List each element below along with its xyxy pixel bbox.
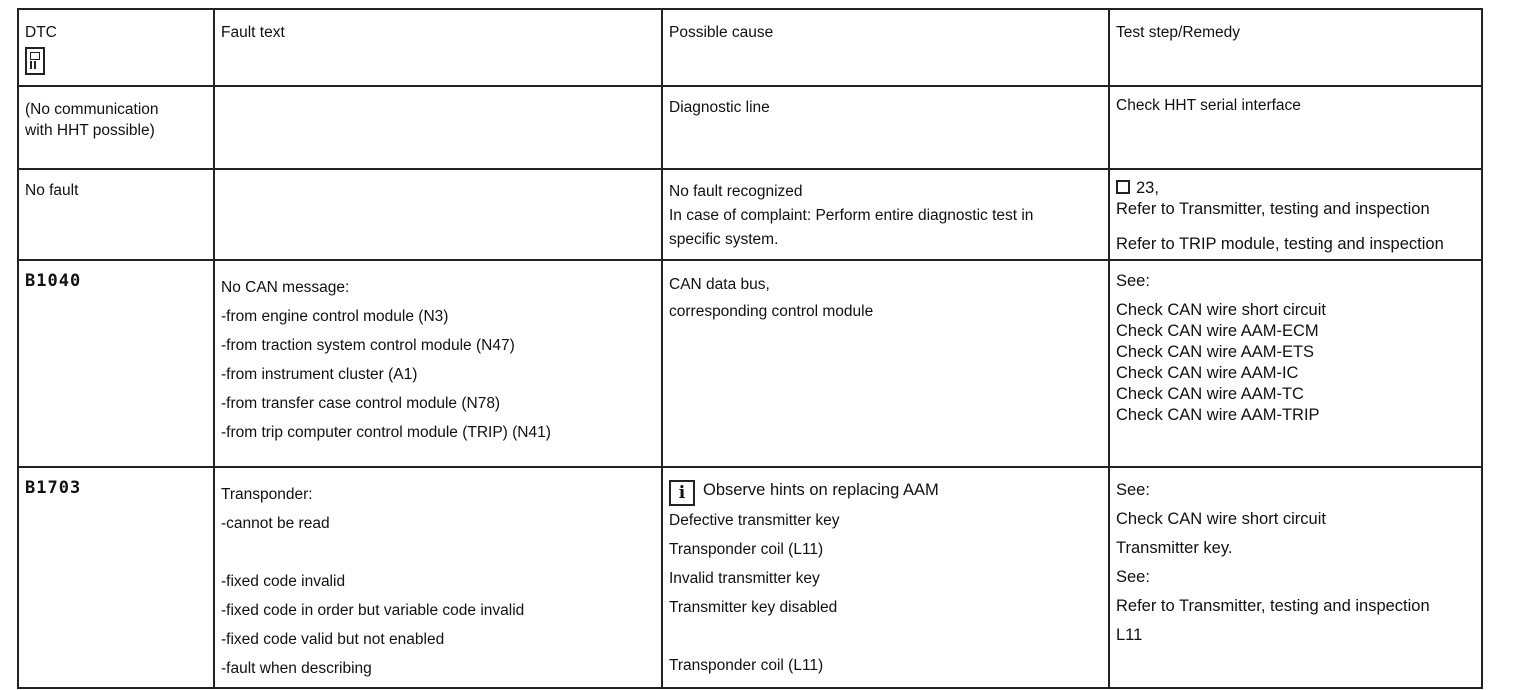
remedy-ref: 23,: [1116, 178, 1475, 199]
fault-cell: [214, 169, 662, 260]
remedy-cell: [1109, 169, 1482, 260]
fault-text: -from trip computer control module (TRIP) (N41): [221, 424, 551, 441]
remedy-cell: [1109, 86, 1482, 169]
cause-cell: [662, 86, 1109, 169]
remedy-text: Refer to TRIP module, testing and inspection: [1116, 235, 1444, 253]
remedy-text: See:: [1116, 481, 1150, 499]
remedy-text: L11: [1116, 626, 1143, 644]
cause-cell: [662, 169, 1109, 260]
remedy-text: Check CAN wire AAM-IC: [1116, 364, 1299, 382]
dtc-cell: [18, 260, 214, 467]
header-fault-cell: [214, 9, 662, 86]
header-remedy: Test step/Remedy: [1116, 24, 1241, 41]
cause-text: No fault recognized: [669, 183, 803, 200]
remedy-text: Check CAN wire AAM-TRIP: [1116, 406, 1320, 424]
cause-text: In case of complaint: Perform entire diagnostic test in: [669, 207, 1034, 224]
fault-text: -cannot be read: [221, 515, 330, 532]
dtc-cell: [18, 467, 214, 688]
cause-text: CAN data bus,: [669, 276, 770, 293]
table-row: [18, 467, 1482, 688]
header-remedy-cell: [1109, 9, 1482, 86]
header-dtc: DTC: [25, 24, 57, 41]
cause-text: Diagnostic line: [669, 99, 770, 116]
header-dtc-cell: [18, 9, 214, 86]
fault-cell: [214, 86, 662, 169]
cause-text: corresponding control module: [669, 303, 874, 320]
remedy-text: Transmitter key.: [1116, 539, 1233, 557]
cause-text: Invalid transmitter key: [669, 570, 820, 587]
fault-text: -fixed code in order but variable code invalid: [221, 602, 525, 619]
table-row: [18, 86, 1482, 169]
fault-cell: [214, 467, 662, 688]
fault-text: -fixed code invalid: [221, 573, 346, 590]
table-row: [18, 169, 1482, 260]
header-possible-cause: Possible cause: [669, 24, 774, 41]
dtc-text: with HHT possible): [25, 122, 155, 139]
remedy-text: Check CAN wire short circuit: [1116, 510, 1326, 528]
cause-text: specific system.: [669, 231, 779, 248]
dtc-text: (No communication: [25, 101, 159, 118]
fault-text: -from engine control module (N3): [221, 308, 449, 325]
remedy-text: Check CAN wire short circuit: [1116, 301, 1326, 319]
cause-cell: [662, 467, 1109, 688]
table-row: [18, 260, 1482, 467]
cause-text: Defective transmitter key: [669, 512, 840, 529]
dtc-code: B1703: [25, 478, 82, 498]
info-icon: i: [669, 480, 695, 506]
remedy-text: Refer to Transmitter, testing and inspection: [1116, 597, 1430, 615]
fault-text: -fault when describing: [221, 660, 372, 677]
fault-text: -fixed code valid but not enabled: [221, 631, 445, 648]
remedy-text: See:: [1116, 568, 1150, 586]
hht-device-icon: [25, 47, 45, 75]
remedy-text: Check CAN wire AAM-ECM: [1116, 322, 1319, 340]
cause-text: Transponder coil (L11): [669, 657, 824, 674]
remedy-text: Check HHT serial interface: [1116, 97, 1301, 114]
dtc-cell: [18, 169, 214, 260]
cause-text: Transmitter key disabled: [669, 599, 838, 616]
header-fault-text: Fault text: [221, 24, 285, 41]
fault-text: -from instrument cluster (A1): [221, 366, 418, 383]
dtc-text: No fault: [25, 182, 79, 199]
remedy-text: Check CAN wire AAM-ETS: [1116, 343, 1315, 361]
diagnostic-table: [17, 8, 1483, 689]
cause-cell: [662, 260, 1109, 467]
fault-text: Transponder:: [221, 486, 313, 503]
fault-text: -from transfer case control module (N78): [221, 395, 501, 412]
dtc-code: B1040: [25, 271, 82, 291]
cause-text: Transponder coil (L11): [669, 541, 824, 558]
header-cause-cell: [662, 9, 1109, 86]
fault-text: -from traction system control module (N47): [221, 337, 515, 354]
remedy-cell: [1109, 260, 1482, 467]
remedy-text: Refer to Transmitter, testing and inspection: [1116, 200, 1430, 218]
fault-cell: [214, 260, 662, 467]
remedy-see: See:: [1116, 272, 1150, 290]
dtc-cell: [18, 86, 214, 169]
remedy-text: Check CAN wire AAM-TC: [1116, 385, 1304, 403]
page-reference-icon: [1116, 180, 1130, 194]
fault-text: No CAN message:: [221, 279, 350, 296]
cause-info-line: i Observe hints on replacing AAM: [669, 476, 1102, 506]
header-row: [18, 9, 1482, 86]
remedy-cell: [1109, 467, 1482, 688]
